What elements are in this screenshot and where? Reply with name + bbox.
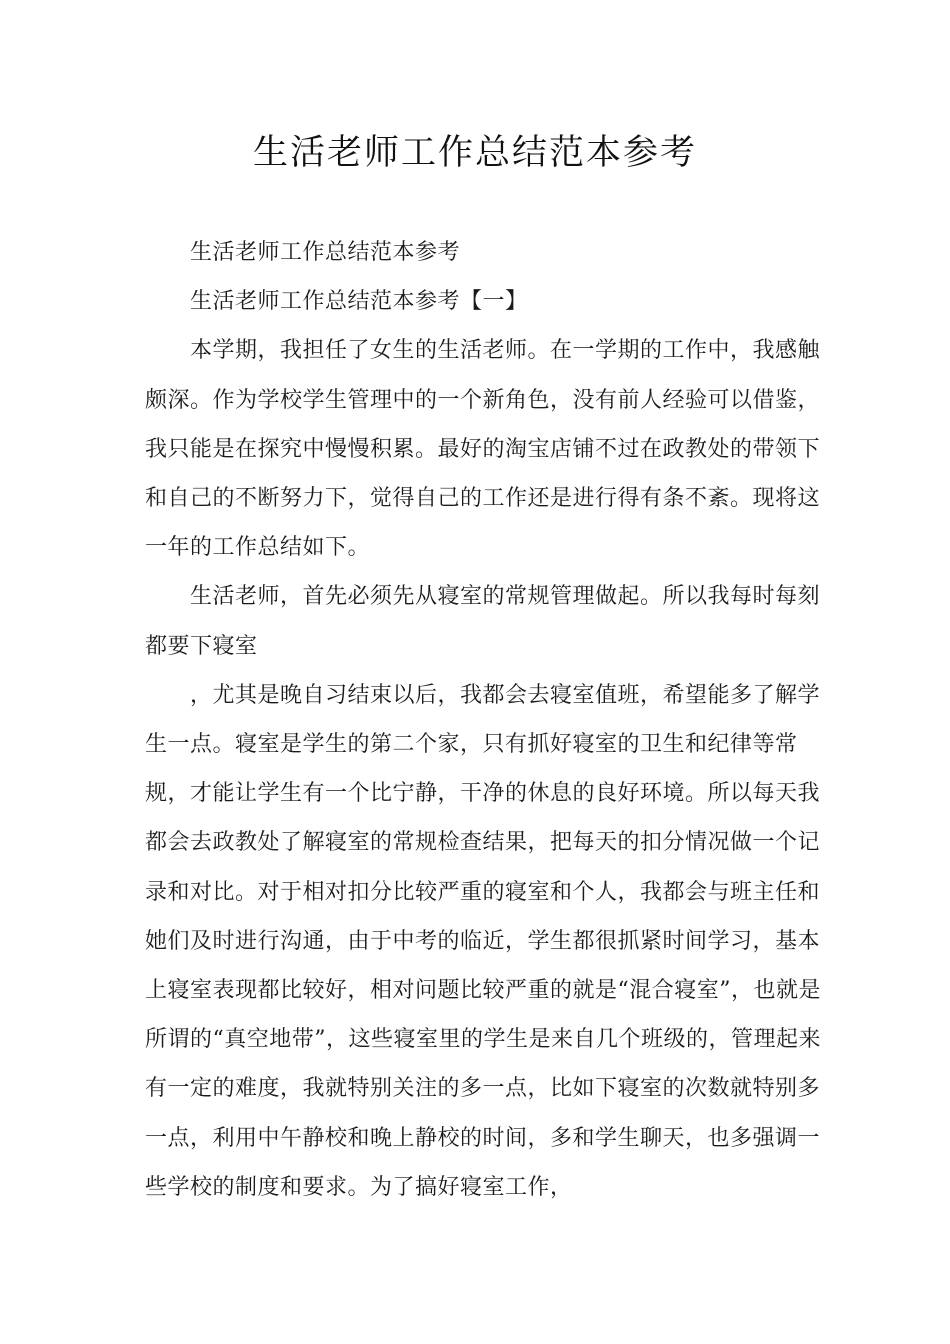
document-body	[145, 228, 825, 1212]
paragraph-section-heading: 生活老师工作总结范本参考【一】	[190, 289, 528, 315]
paragraph-dorm-details: ，尤其是晚自习结束以后，我都会去寝室值班，希望能多了解学生一点。寝室是学生的第二个家，只有抓好寝室的卫生和纪律等常规，才能让学生有一个比宁静，干净的休息的良好环境。所以每天我都会去政教处了解寝室的常规检查结果，把每天的扣分情况做一个记录和对比。对于相对扣分比较严重的寝室和个人，我都会与班主任和她们及时进行沟通，由于中考的临近，学生都很抓紧时间学习，基本上寝室表现都比较好，相对问题比较严重的就是“混合寝室”，也就是所谓的“真空地带”，这些寝室里的学生是来自几个班级的，管理起来有一定的难度，我就特别关注的多一点，比如下寝室的次数就特别多一点，利用中午静校和晚上静校的时间，多和学生聊天，也多强调一些学校的制度和要求。为了搞好寝室工作，	[145, 682, 821, 1200]
page-title: 生活老师工作总结范本参考	[252, 133, 697, 173]
paragraph-subtitle: 生活老师工作总结范本参考	[190, 240, 461, 265]
paragraph-intro: 本学期，我担任了女生的生活老师。在一学期的工作中，我感触颇深。作为学校学生管理中的一个新角色，没有前人经验可以借鉴，我只能是在探究中慢慢积累。最好的淘宝店铺不过在政教处的带领下和自己的不断努力下，觉得自己的工作还是进行得有条不紊。现将这一年的工作总结如下。	[145, 338, 821, 561]
paragraph-dorm-routine: 生活老师，首先必须先从寝室的常规管理做起。所以我每时每刻都要下寝室	[145, 584, 821, 659]
